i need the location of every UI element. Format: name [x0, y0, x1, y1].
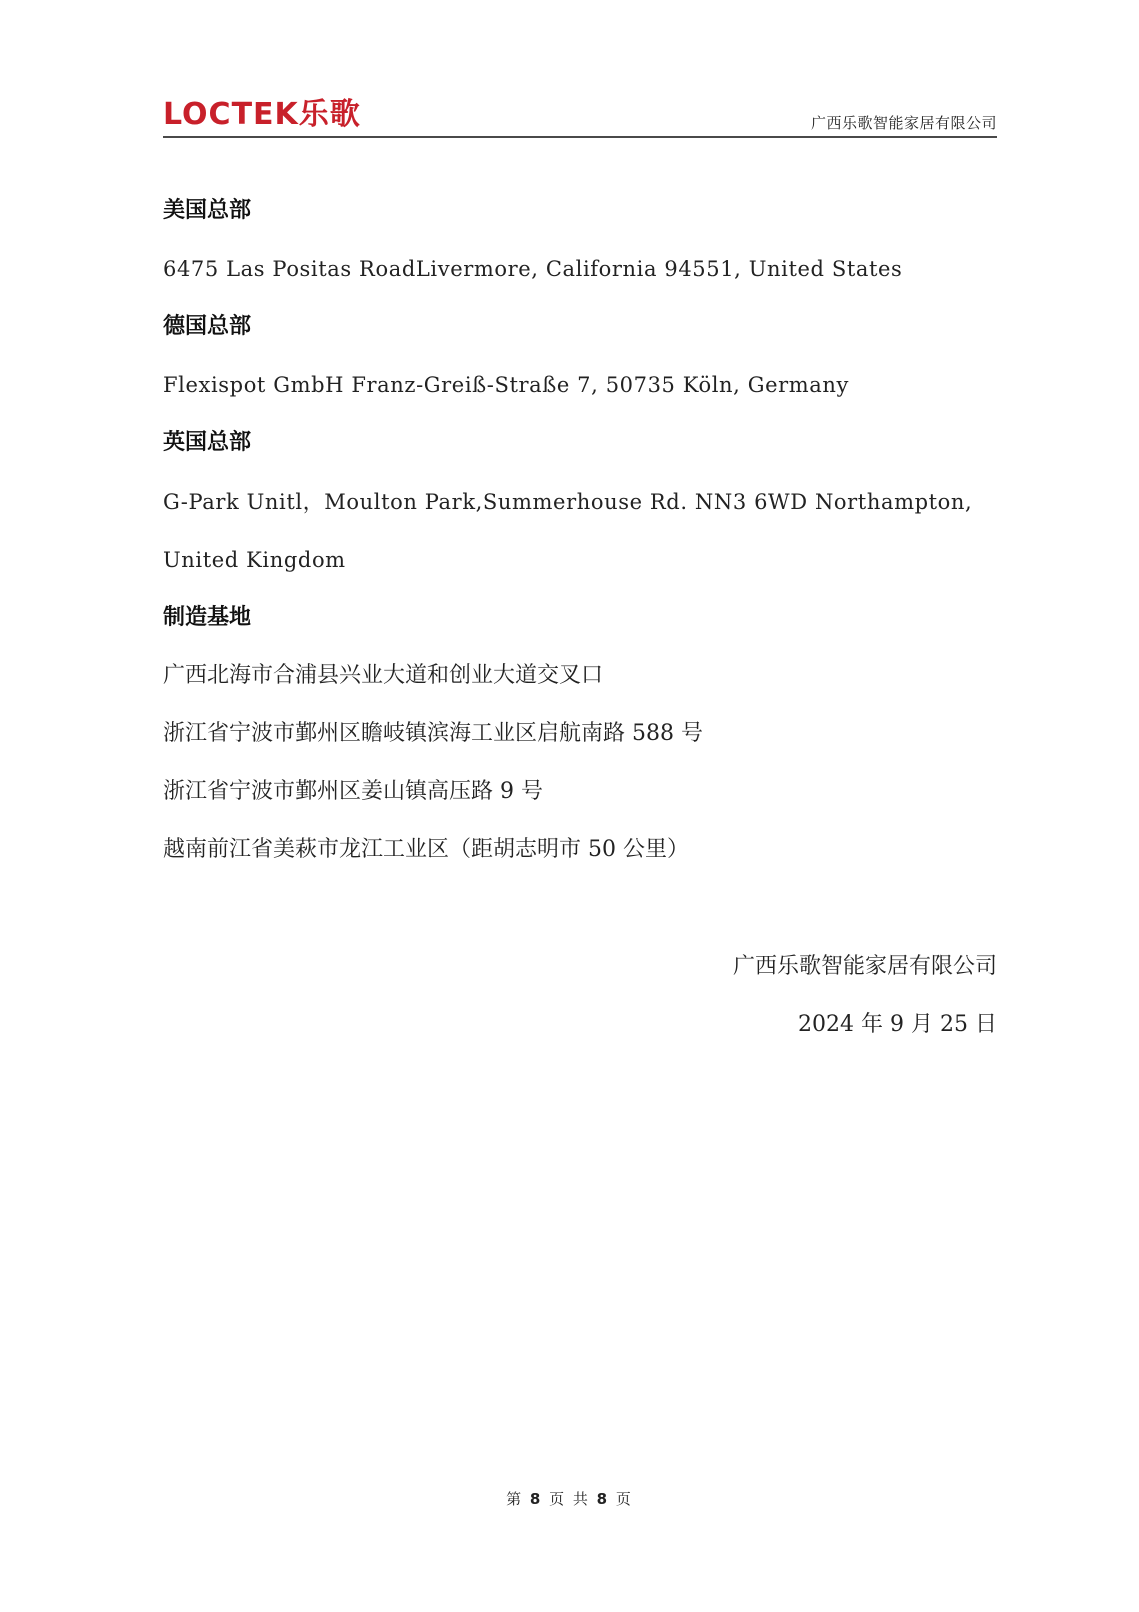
- footer-suffix: 页: [615, 1490, 633, 1508]
- footer-page-number: 8: [529, 1490, 543, 1508]
- manufacturing-address-3: 浙江省宁波市鄞州区姜山镇高压路 9 号: [163, 779, 543, 804]
- section-title-de: 德国总部: [163, 314, 252, 339]
- footer-total-pages: 8: [596, 1490, 610, 1508]
- address-uk-line2: United Kingdom: [163, 548, 346, 572]
- signature-date: 2024 年 9 月 25 日: [798, 1012, 997, 1037]
- header-company-name: 广西乐歌智能家居有限公司: [810, 114, 997, 132]
- loctek-logo: LOCTEK乐歌: [163, 97, 361, 132]
- section-title-uk: 英国总部: [163, 430, 252, 455]
- footer-middle: 页 共: [549, 1490, 590, 1508]
- address-de: Flexispot GmbH Franz-Greiß-Straße 7, 50735 Köln, Germany: [163, 373, 849, 397]
- manufacturing-address-1: 广西北海市合浦县兴业大道和创业大道交叉口: [163, 663, 604, 688]
- manufacturing-address-2: 浙江省宁波市鄞州区瞻岐镇滨海工业区启航南路 588 号: [163, 721, 703, 746]
- signature-company: 广西乐歌智能家居有限公司: [732, 954, 997, 979]
- section-title-us: 美国总部: [163, 198, 252, 223]
- footer-prefix: 第: [506, 1490, 524, 1508]
- manufacturing-address-4: 越南前江省美萩市龙江工业区（距胡志明市 50 公里）: [163, 837, 689, 862]
- address-us: 6475 Las Positas RoadLivermore, California 94551, United States: [163, 257, 903, 281]
- section-title-manufacturing: 制造基地: [163, 605, 252, 630]
- address-uk-line1: G-Park Unitl，Moulton Park,Summerhouse Rd. NN3 6WD Northampton,: [163, 490, 973, 514]
- page-footer: [0, 1488, 1139, 1509]
- page-header: [163, 96, 997, 138]
